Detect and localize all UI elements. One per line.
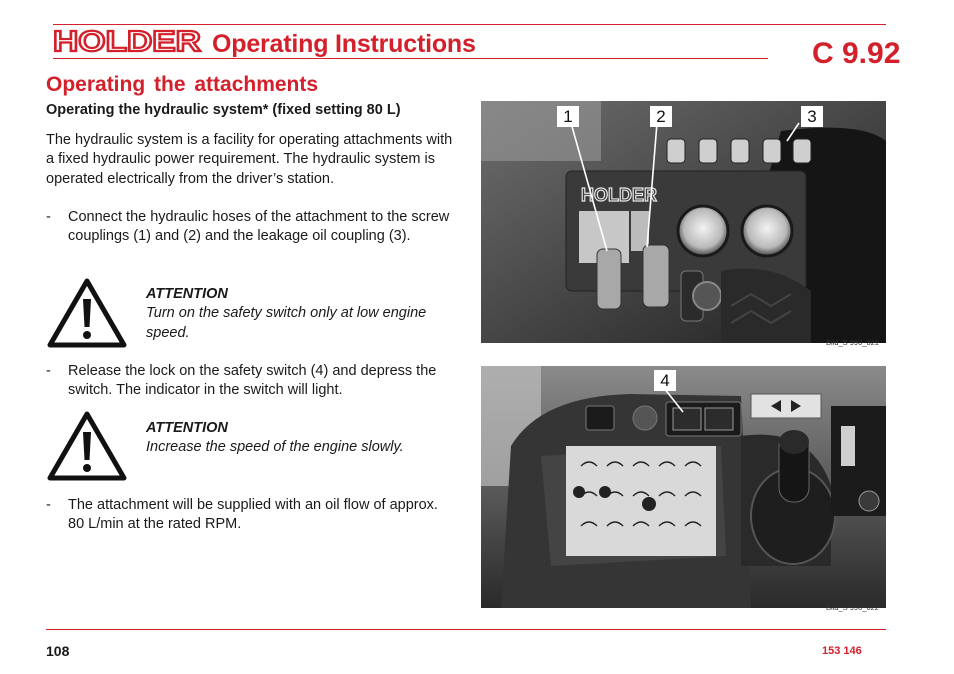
hydraulic-couplings-photo xyxy=(481,101,886,343)
attention-title: ATTENTION xyxy=(146,286,228,302)
callout-1: 1 xyxy=(557,106,579,127)
attention-note xyxy=(146,419,456,458)
bullet-text: Connect the hydraulic hoses of the attachment to the screw couplings (1) and (2) and the leakage oil coupling (3). xyxy=(68,209,450,245)
svg-text:HOLDER: HOLDER xyxy=(53,28,202,54)
callout-3: 3 xyxy=(801,106,823,127)
bullet-marker: - xyxy=(46,363,51,379)
header-title: Operating Instructions xyxy=(212,30,476,58)
header-bottom-rule xyxy=(53,58,768,59)
list-item xyxy=(46,362,454,401)
page-number: 108 xyxy=(46,643,70,659)
bullet-text: The attachment will be supplied with an oil flow of approx. 80 L/min at the rated RPM. xyxy=(68,497,438,533)
list-item xyxy=(46,208,454,247)
header-top-rule xyxy=(53,24,886,25)
warning-triangle-icon xyxy=(46,277,128,349)
document-number: 153 146 xyxy=(822,645,862,657)
callout-4: 4 xyxy=(654,370,676,391)
page-code: C 9.92 xyxy=(812,37,901,70)
warning-triangle-icon xyxy=(46,410,128,482)
list-item xyxy=(46,496,454,535)
bullet-marker: - xyxy=(46,497,51,513)
attention-title: ATTENTION xyxy=(146,420,228,436)
section-subtitle: Operating the hydraulic system* (fixed setting 80 L) xyxy=(46,102,401,118)
safety-switch-panel-photo xyxy=(481,366,886,608)
bullet-marker: - xyxy=(46,209,51,225)
figure-caption: Bild_S 990_022 xyxy=(826,603,879,612)
bullet-text: Release the lock on the safety switch (4) and depress the switch. The indicator in the switch will light. xyxy=(68,363,437,399)
callout-2: 2 xyxy=(650,106,672,127)
holder-logo xyxy=(53,28,203,54)
svg-text:HOLDER: HOLDER xyxy=(581,185,657,205)
intro-paragraph: The hydraulic system is a facility for operating attachments with a fixed hydraulic power requirement. The hydraulic system is operated electrically from the driver’s station. xyxy=(46,132,453,187)
attention-note xyxy=(146,285,456,343)
section-title: Operating the attachments xyxy=(46,73,319,96)
attention-text: Increase the speed of the engine slowly. xyxy=(146,439,404,456)
figure-caption: Bild_S 990_021 xyxy=(826,338,879,347)
attention-text: Turn on the safety switch only at low engine speed. xyxy=(146,305,427,341)
footer-rule xyxy=(46,629,886,630)
